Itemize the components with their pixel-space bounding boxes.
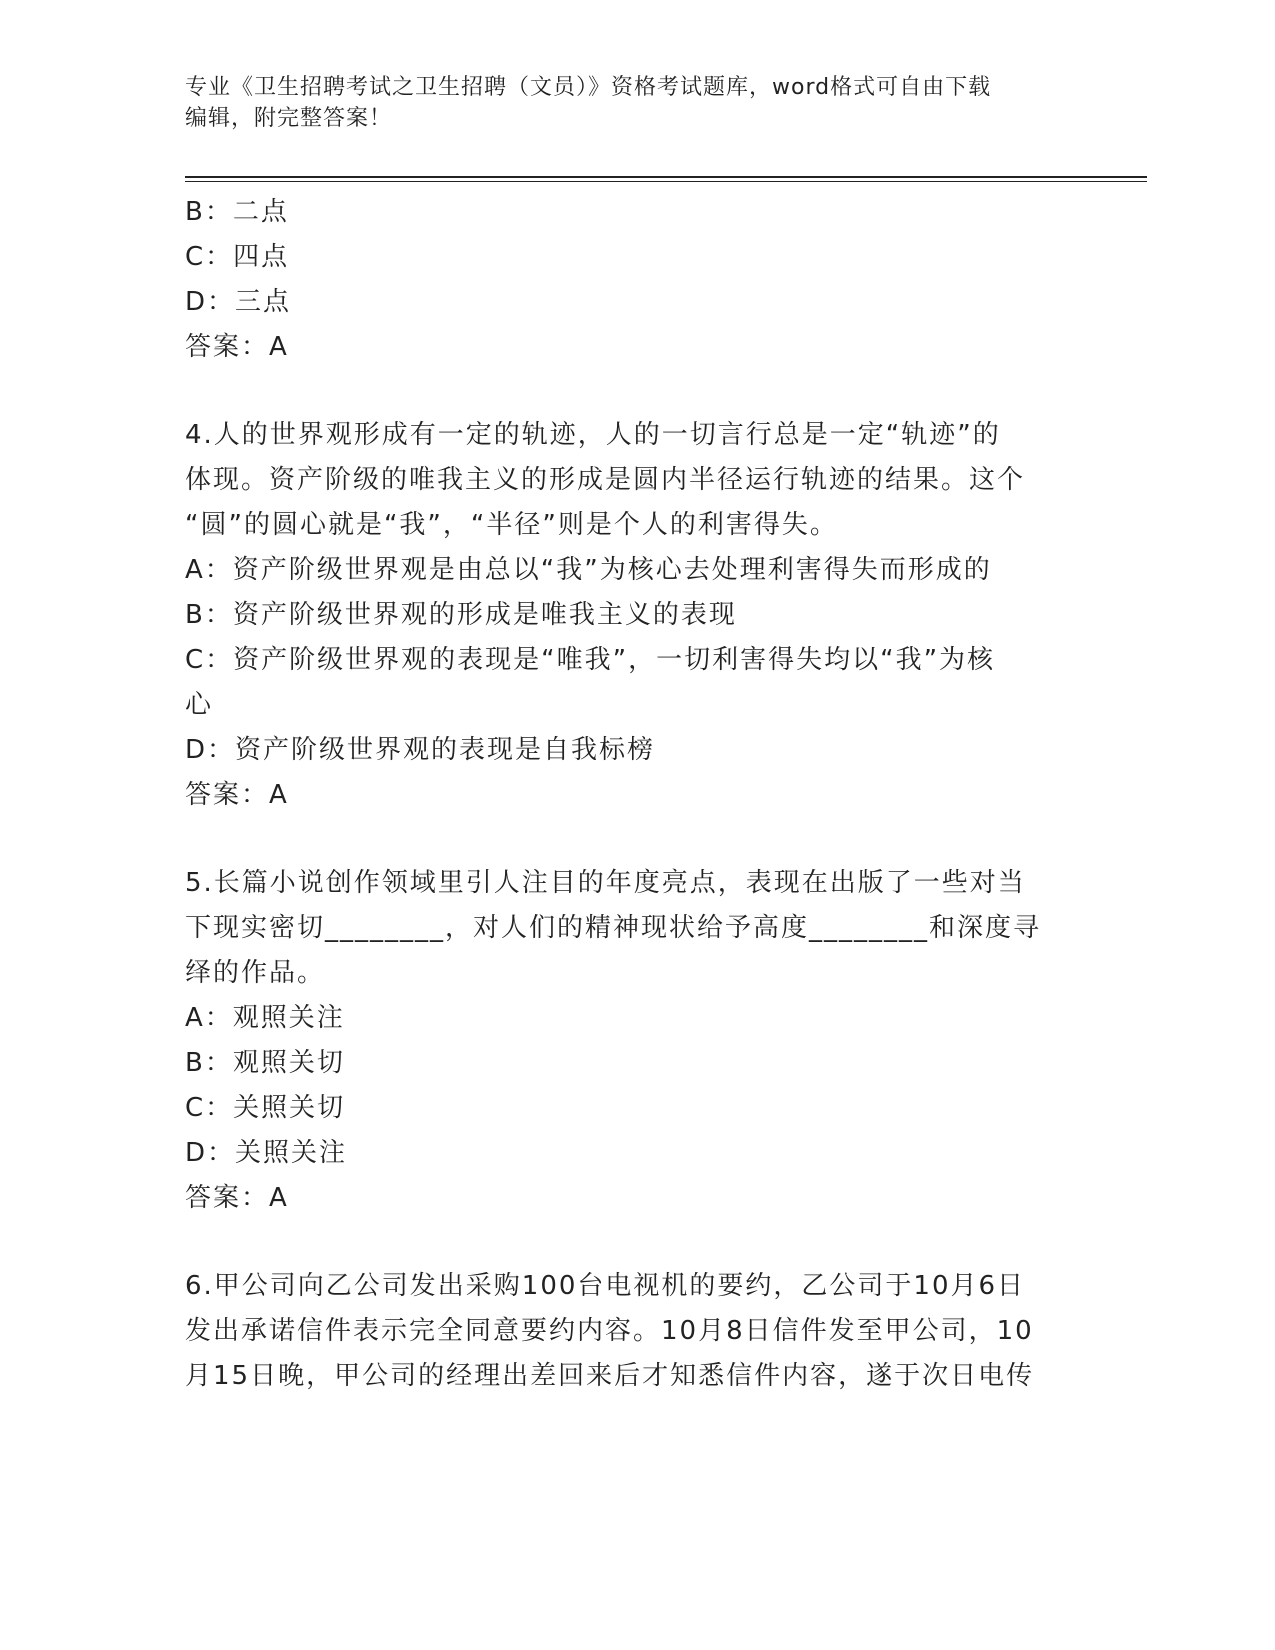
answer: 答案：A — [185, 332, 289, 362]
question-stem-line: 月15日晚，甲公司的经理出差回来后才知悉信件内容，遂于次日电传 — [185, 1361, 1035, 1391]
header-line-1: 专业《卫生招聘考试之卫生招聘（文员）》资格考试题库，word格式可自由下载 — [185, 75, 992, 100]
option-a: A：资产阶级世界观是由总以“我”为核心去处理利害得失而形成的 — [185, 555, 992, 585]
question-stem-line: 体现。资产阶级的唯我主义的形成是圆内半径运行轨迹的结果。这个 — [185, 465, 1026, 495]
question-stem-line: “圆”的圆心就是“我”，“半径”则是个人的利害得失。 — [185, 510, 838, 540]
option-c: C：四点 — [185, 242, 290, 272]
question-4 — [185, 413, 1065, 818]
question-stem-line: 6.甲公司向乙公司发出采购100台电视机的要约，乙公司于10月6日 — [185, 1271, 1026, 1301]
page-header — [185, 72, 1065, 134]
option-b: B：资产阶级世界观的形成是唯我主义的表现 — [185, 600, 737, 630]
option-b: B：二点 — [185, 197, 289, 227]
question-5 — [185, 861, 1065, 1221]
question-stem-line: 5.长篇小说创作领域里引人注目的年度亮点，表现在出版了一些对当 — [185, 868, 1026, 898]
question-3-tail — [185, 190, 1065, 370]
question-stem-line: 绎的作品。 — [185, 958, 326, 988]
option-d: D：资产阶级世界观的表现是自我标榜 — [185, 735, 656, 765]
question-stem-line: 4.人的世界观形成有一定的轨迹，人的一切言行总是一定“轨迹”的 — [185, 420, 1001, 450]
answer: 答案：A — [185, 780, 289, 810]
option-b: B：观照关切 — [185, 1048, 345, 1078]
question-6 — [185, 1264, 1065, 1399]
option-c: C：资产阶级世界观的表现是“唯我”，一切利害得失均以“我”为核 — [185, 645, 996, 675]
option-d: D：三点 — [185, 287, 292, 317]
option-d: D：关照关注 — [185, 1138, 348, 1168]
question-stem-line: 下现实密切________，对人们的精神现状给予高度________和深度寻 — [185, 913, 1042, 943]
option-a: A：观照关注 — [185, 1003, 345, 1033]
option-c-continued: 心 — [185, 690, 214, 720]
option-c: C：关照关切 — [185, 1093, 346, 1123]
question-content — [185, 190, 1065, 1399]
question-stem-line: 发出承诺信件表示完全同意要约内容。10月8日信件发至甲公司，10 — [185, 1316, 1034, 1346]
header-divider-thick — [185, 176, 1147, 178]
header-line-2: 编辑，附完整答案！ — [185, 106, 393, 131]
answer: 答案：A — [185, 1183, 289, 1213]
header-divider-thin — [185, 181, 1147, 182]
